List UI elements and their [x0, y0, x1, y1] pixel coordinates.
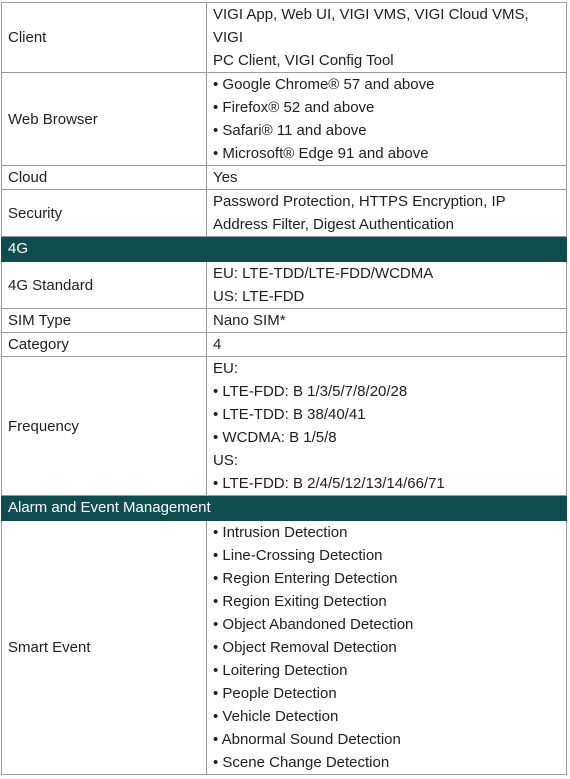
spec-value-line: • Region Entering Detection	[213, 570, 398, 587]
spec-value-line: • LTE-FDD: B 2/4/5/12/13/14/66/71	[213, 475, 445, 492]
spec-label: Smart Event	[2, 521, 207, 775]
spec-value-line: Nano SIM*	[213, 312, 286, 329]
spec-row-security	[2, 190, 567, 237]
spec-row-sim-type	[2, 309, 567, 333]
spec-value-line: • Object Abandoned Detection	[213, 616, 414, 633]
spec-label: 4G Standard	[2, 262, 207, 309]
spec-value-line: EU:	[213, 360, 239, 377]
section-header-4g	[2, 237, 567, 262]
spec-value-line: • Intrusion Detection	[213, 524, 348, 541]
spec-label: Security	[2, 190, 207, 237]
spec-value-line: Yes	[213, 169, 238, 186]
spec-value-line: • Line-Crossing Detection	[213, 547, 383, 564]
spec-row-smart-event	[2, 521, 567, 775]
spec-value	[207, 521, 567, 775]
spec-row-web-browser	[2, 73, 567, 166]
spec-label: SIM Type	[2, 309, 207, 333]
spec-value-line: VIGI App, Web UI, VIGI VMS, VIGI Cloud VMS, VIGI	[213, 6, 529, 46]
spec-row-4g-standard	[2, 262, 567, 309]
spec-value	[207, 190, 567, 237]
spec-value-line: US: LTE-FDD	[213, 288, 305, 305]
spec-value-line: • Scene Change Detection	[213, 754, 390, 771]
spec-label: Web Browser	[2, 73, 207, 166]
spec-value	[207, 73, 567, 166]
spec-label: Frequency	[2, 357, 207, 496]
spec-value-line: 4	[213, 336, 222, 353]
spec-value	[207, 309, 567, 333]
spec-value-line: • People Detection	[213, 685, 337, 702]
spec-value-line: • Microsoft® Edge 91 and above	[213, 145, 429, 162]
spec-row-frequency	[2, 357, 567, 496]
spec-value-line: • Object Removal Detection	[213, 639, 397, 656]
spec-value-line: • Region Exiting Detection	[213, 593, 387, 610]
spec-label: Client	[2, 3, 207, 73]
spec-row-category	[2, 333, 567, 357]
spec-value-line: • LTE-TDD: B 38/40/41	[213, 406, 366, 423]
spec-value-line: • Abnormal Sound Detection	[213, 731, 401, 748]
specifications-body	[2, 3, 567, 775]
spec-label: Cloud	[2, 166, 207, 190]
spec-value-line: • Safari® 11 and above	[213, 122, 367, 139]
spec-value	[207, 3, 567, 73]
spec-row-client	[2, 3, 567, 73]
spec-value-line: EU: LTE-TDD/LTE-FDD/WCDMA	[213, 265, 434, 282]
spec-value-line: PC Client, VIGI Config Tool	[213, 52, 394, 69]
section-heading: Alarm and Event Management	[2, 496, 567, 521]
spec-value	[207, 333, 567, 357]
spec-value-line: • Vehicle Detection	[213, 708, 339, 725]
specifications-table	[1, 2, 567, 775]
spec-value-line: • LTE-FDD: B 1/3/5/7/8/20/28	[213, 383, 408, 400]
spec-value-line: • Firefox® 52 and above	[213, 99, 375, 116]
section-heading: 4G	[2, 237, 567, 262]
spec-label: Category	[2, 333, 207, 357]
spec-value-line: US:	[213, 452, 239, 469]
spec-value-line: • WCDMA: B 1/5/8	[213, 429, 337, 446]
spec-value	[207, 357, 567, 496]
spec-value	[207, 262, 567, 309]
spec-value-line: Address Filter, Digest Authentication	[213, 216, 454, 233]
spec-value	[207, 166, 567, 190]
section-header-alarm-event	[2, 496, 567, 521]
spec-value-line: • Google Chrome® 57 and above	[213, 76, 435, 93]
spec-value-line: • Loitering Detection	[213, 662, 348, 679]
spec-value-line: Password Protection, HTTPS Encryption, IP	[213, 193, 506, 210]
spec-row-cloud	[2, 166, 567, 190]
